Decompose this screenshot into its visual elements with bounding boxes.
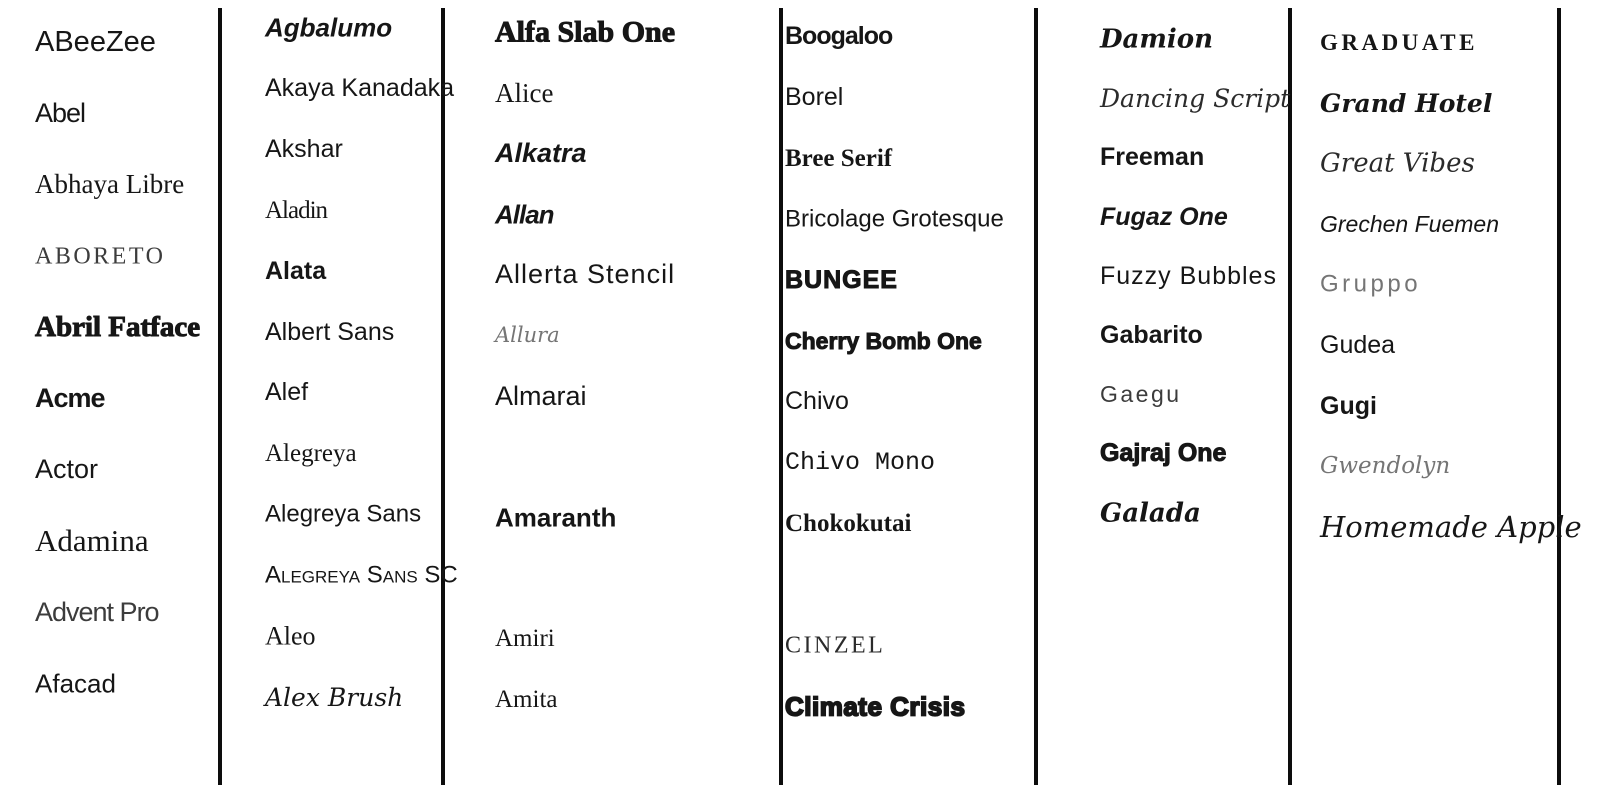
font-name-advent-pro: Advent Pro (35, 596, 159, 627)
font-name-fuzzy-bubbles: Fuzzy Bubbles (1100, 261, 1277, 290)
font-name-aboreto: ABORETO (35, 243, 166, 270)
font-name-amita: Amita (495, 685, 558, 713)
font-name-gudea: Gudea (1320, 331, 1396, 359)
font-name-akshar: Akshar (265, 134, 343, 163)
font-name-graduate: GRADUATE (1320, 30, 1478, 56)
font-name-gwendolyn: Gwendolyn (1320, 453, 1451, 480)
font-name-acme: Acme (35, 382, 105, 413)
font-name-chivo-mono: Chivo Mono (785, 448, 936, 478)
font-name-alegreya-sans: Alegreya Sans (265, 500, 422, 528)
font-name-alfa-slab-one: Alfa Slab One (495, 15, 676, 49)
font-name-great-vibes: Great Vibes (1320, 148, 1475, 179)
font-name-abeezee: ABeeZee (35, 25, 156, 58)
font-name-grechen-fuemen: Grechen Fuemen (1320, 210, 1499, 237)
font-name-boogaloo: Boogaloo (785, 22, 893, 50)
font-name-chivo: Chivo (785, 387, 849, 416)
font-name-adamina: Adamina (35, 523, 149, 559)
font-name-galada: Galada (1100, 498, 1201, 529)
font-name-freeman: Freeman (1100, 143, 1205, 172)
font-name-bricolage-grotesque: Bricolage Grotesque (785, 205, 1004, 233)
font-name-amiri: Amiri (495, 625, 555, 652)
font-name-gaegu: Gaegu (1100, 381, 1182, 408)
column-divider-4 (1034, 8, 1038, 785)
font-name-actor: Actor (35, 454, 99, 485)
font-name-almarai: Almarai (495, 380, 587, 411)
font-name-cherry-bomb-one: Cherry Bomb One (785, 327, 982, 354)
font-name-homemade-apple: Homemade Apple (1320, 509, 1582, 544)
font-name-alex-brush: Alex Brush (265, 682, 404, 712)
column-divider-3 (779, 8, 783, 785)
font-name-chokokutai: Chokokutai (785, 510, 912, 538)
font-name-bungee: BUNGEE (785, 265, 898, 294)
column-divider-6 (1557, 8, 1561, 785)
column-divider-2 (441, 8, 445, 785)
font-name-fugaz-one: Fugaz One (1100, 202, 1228, 231)
font-name-allan: Allan (495, 199, 554, 230)
font-name-alegreya-sans-sc: Alegreya Sans SC (265, 561, 458, 589)
font-name-dancing-script: Dancing Script (1100, 84, 1291, 114)
font-name-akaya-kanadaka: Akaya Kanadaka (265, 73, 455, 102)
font-name-aleo: Aleo (265, 621, 316, 651)
font-name-alef: Alef (265, 378, 309, 407)
font-name-bree-serif: Bree Serif (785, 144, 893, 172)
font-name-allerta-stencil: Allerta Stencil (495, 259, 676, 290)
font-name-abril-fatface: Abril Fatface (35, 310, 201, 343)
font-name-agbalumo: Agbalumo (265, 12, 393, 43)
font-name-alkatra: Alkatra (495, 138, 587, 169)
font-name-gajraj-one: Gajraj One (1100, 439, 1227, 468)
font-name-alice: Alice (495, 77, 554, 108)
font-name-gruppo: Gruppo (1320, 270, 1422, 298)
font-name-afacad: Afacad (35, 668, 116, 699)
font-name-alata: Alata (265, 256, 327, 285)
font-name-grand-hotel: Grand Hotel (1320, 88, 1493, 118)
font-name-gabarito: Gabarito (1100, 321, 1203, 349)
font-name-alegreya: Alegreya (265, 440, 357, 468)
column-divider-1 (218, 8, 222, 785)
font-name-climate-crisis: Climate Crisis (785, 691, 966, 722)
font-name-amaranth: Amaranth (495, 502, 617, 533)
column-divider-5 (1288, 8, 1292, 785)
font-name-albert-sans: Albert Sans (265, 317, 395, 346)
font-name-abhaya-libre: Abhaya Libre (35, 169, 185, 200)
font-name-borel: Borel (785, 82, 844, 111)
font-name-damion: Damion (1100, 24, 1214, 55)
font-name-aladin: Aladin (265, 196, 328, 224)
font-name-abel: Abel (35, 98, 86, 129)
font-name-gugi: Gugi (1320, 391, 1377, 420)
font-name-allura: Allura (495, 323, 560, 348)
font-name-cinzel: CINZEL (785, 632, 886, 659)
